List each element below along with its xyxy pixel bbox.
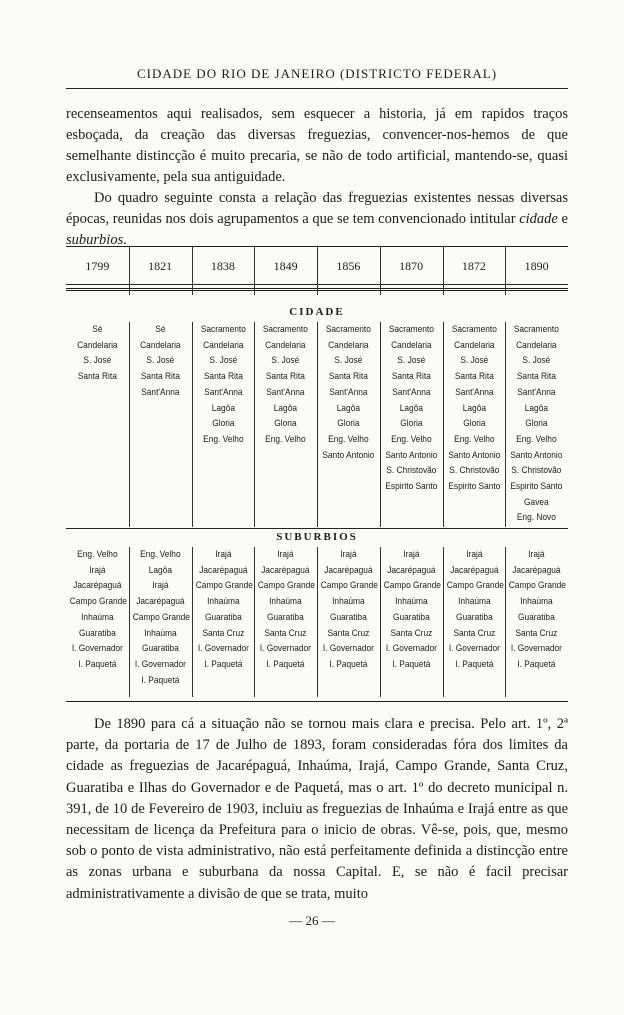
parish-cell: Candelaria <box>516 339 557 351</box>
parish-cell: Candelaria <box>202 339 244 351</box>
parish-cell: Santa Rita <box>517 371 557 383</box>
parish-cell: Eng. Novo <box>517 512 557 524</box>
parish-cell: Santo Antonio <box>385 449 438 461</box>
column-divider <box>254 547 255 697</box>
parish-cell: Gloria <box>462 418 486 430</box>
parish-cell: Guaratiba <box>267 611 304 623</box>
intro-paragraph-1: recenseamentos aqui realisados, sem esquecer a historia, já em rapidos traços esboçada, da creação das diversas freguezias, convencer-nos-hemos de que semelhante distincção é muito precaria, se não de todo artificial, mantendo-se, quasi exclusivamente, pela sua antiguidade. <box>66 106 568 185</box>
parish-cell: Santo Antonio <box>447 449 500 461</box>
suburbios-column <box>505 547 568 673</box>
parish-cell: Lagôa <box>399 402 423 414</box>
parish-cell: Jacarépaguá <box>135 596 185 608</box>
column-divider <box>254 322 255 527</box>
year-header: 1849 <box>273 259 298 273</box>
column-divider <box>317 547 318 697</box>
parish-cell: Irajá <box>465 549 483 560</box>
year-header: 1870 <box>399 259 424 273</box>
parish-cell: Sacramento <box>325 324 371 335</box>
page-number: — 26 — <box>289 913 335 928</box>
parish-cell: S. Christovão <box>448 465 499 477</box>
parish-cell: Sacramento <box>200 324 246 335</box>
table-bottom-rule <box>66 701 568 702</box>
parish-cell: Jacarépaguá <box>73 580 122 592</box>
column-divider <box>505 322 506 527</box>
cidade-column <box>129 322 192 401</box>
parish-cell: Inhaúma <box>520 596 553 608</box>
parish-cell: S. José <box>334 355 363 367</box>
parish-cell: I. Governador <box>322 643 374 655</box>
column-divider <box>192 246 193 295</box>
parish-cell: Santa Rita <box>328 371 368 383</box>
parish-cell: Espirito Santo <box>510 481 563 493</box>
parish-cell: Candelaria <box>139 339 181 351</box>
year-header: 1799 <box>85 259 110 273</box>
freguezias-table <box>66 246 568 706</box>
parish-cell: Santo Antonio <box>510 449 563 461</box>
parish-cell: Santa Rita <box>77 371 117 383</box>
cidade-column <box>66 322 129 385</box>
suburbios-column <box>317 547 380 673</box>
parish-cell: Eng. Velho <box>453 433 495 445</box>
cidade-column <box>380 322 443 495</box>
parish-cell: Jacarépaguá <box>449 564 499 576</box>
column-divider <box>505 547 506 697</box>
parish-cell: Candelaria <box>390 339 432 351</box>
parish-cell: S. José <box>522 355 551 367</box>
parish-cell: Guaratiba <box>79 627 116 639</box>
header-rule <box>66 88 568 89</box>
parish-cell: Jacarépaguá <box>261 564 310 576</box>
parish-cell: Eng. Velho <box>77 549 118 560</box>
parish-cell: I. Governador <box>448 643 500 655</box>
intro-paragraph-2 <box>66 188 568 251</box>
parish-cell: Sé <box>155 324 166 335</box>
parish-cell: Jacarépaguá <box>198 564 248 576</box>
column-divider <box>443 547 444 697</box>
parish-cell: S. José <box>83 355 112 367</box>
parish-cell: Irajá <box>89 564 106 576</box>
parish-cell: Gloria <box>211 418 235 430</box>
parish-cell: Sacramento <box>451 324 497 335</box>
parish-cell: Santo Antonio <box>322 449 375 461</box>
parish-cell: Eng. Velho <box>202 433 244 445</box>
parish-cell: S. José <box>146 355 175 367</box>
parish-cell: Lagôa <box>336 402 360 414</box>
parish-cell: I. Paquetá <box>203 658 242 670</box>
running-header: CIDADE DO RIO DE JANEIRO (DISTRICTO FEDERAL) <box>136 66 498 81</box>
parish-cell: Inhaúma <box>81 611 114 623</box>
parish-cell: S. José <box>271 355 300 367</box>
year-header: 1856 <box>336 259 361 273</box>
parish-cell: I. Paquetá <box>392 658 431 670</box>
parish-cell: Santa Cruz <box>201 627 244 639</box>
parish-cell: Lagôa <box>462 402 486 414</box>
conjunction-e: e <box>557 211 568 227</box>
column-divider <box>443 246 444 295</box>
parish-cell: Campo Grande <box>69 596 127 608</box>
parish-cell: Irajá <box>528 549 545 560</box>
parish-cell: Campo Grande <box>195 580 253 592</box>
parish-cell: I. Paquetá <box>329 658 368 670</box>
parish-cell: Santa Rita <box>140 371 180 383</box>
parish-cell: S. José <box>459 355 488 367</box>
parish-cell: Gavea <box>524 496 549 508</box>
parish-cell: Eng. Velho <box>139 549 181 560</box>
year-header: 1890 <box>524 259 549 273</box>
parish-cell: Sant'Anna <box>203 386 243 398</box>
parish-cell: Jacarépaguá <box>512 564 561 576</box>
parish-cell: Santa Cruz <box>327 627 370 639</box>
column-divider <box>129 547 130 697</box>
parish-cell: Gloria <box>274 418 297 430</box>
parish-cell: I. Paquetá <box>78 658 117 670</box>
parish-cell: Sacramento <box>263 324 309 335</box>
column-divider <box>443 322 444 527</box>
parish-cell: Candelaria <box>328 339 369 351</box>
parish-cell: Campo Grande <box>446 580 504 592</box>
parish-cell: Campo Grande <box>132 611 190 623</box>
parish-cell: Campo Grande <box>383 580 441 592</box>
parish-cell: I. Governador <box>197 643 249 655</box>
parish-cell: Irajá <box>402 549 420 560</box>
parish-cell: I. Paquetá <box>141 674 180 686</box>
parish-cell: Guaratiba <box>455 611 493 623</box>
column-divider <box>192 322 193 527</box>
parish-cell: Candelaria <box>77 339 118 351</box>
closing-paragraph: De 1890 para cá a situação não se tornou mais clara e precisa. Pelo art. 1º, 2ª parte, da portaria de 17 de Julho de 1893, foram consideradas fóra dos limites da cidade as freguezias de Jacarépaguá, Inhaúma, Irajá, Campo Grande, Santa Cruz, Guaratiba e Ilhas do Governador e de Paquetá, mas o art. 1º do decreto municipal n. 391, de 10 de Fevereiro de 1903, incluiu as freguezias de Inhaúma e Irajá entre as que necessitam de licença da Prefeitura para o inicio de obras. Vê-se, pois, que, mesmo sob o ponto de vista administrativo, não está perfeitamente definida a distincção entre as zonas urbana e suburbana da nossa Capital. E, se não é facil precisar administrativamente a divisão de que se trata, muito <box>66 716 568 902</box>
parish-cell: Irajá <box>277 549 294 560</box>
parish-cell: S. Christovão <box>386 465 437 477</box>
column-divider <box>192 547 193 697</box>
parish-cell: Santa Cruz <box>264 627 307 639</box>
suburbios-column <box>254 547 317 673</box>
parish-cell: Sant'Anna <box>266 386 305 398</box>
parish-cell: Espirito Santo <box>447 481 500 493</box>
column-divider <box>380 322 381 527</box>
year-header: 1838 <box>210 259 235 273</box>
intro-paragraph-2-text: Do quadro seguinte consta a relação das freguezias existentes nessas diversas épocas, reunidas nos dois agrupamentos a que se tem convencionado intitular <box>66 190 568 227</box>
parish-cell: Gloria <box>337 418 360 430</box>
parish-cell: Eng. Velho <box>390 433 432 445</box>
parish-cell: Sant'Anna <box>329 386 368 398</box>
column-divider <box>317 322 318 527</box>
year-header: 1821 <box>148 259 173 273</box>
parish-cell: Santa Cruz <box>515 627 558 639</box>
parish-cell: Irajá <box>340 549 357 560</box>
parish-cell: Sacramento <box>388 324 434 335</box>
parish-cell: Santa Rita <box>266 371 306 383</box>
parish-cell: Lagôa <box>211 402 235 414</box>
parish-cell: I. Paquetá <box>517 658 556 670</box>
term-cidade: cidade <box>519 211 558 227</box>
parish-cell: Santa Rita <box>391 371 431 383</box>
parish-cell: Inhaúma <box>457 596 491 608</box>
intro-paragraph-2-end: . <box>123 232 127 248</box>
parish-cell: Jacarépaguá <box>324 564 373 576</box>
parish-cell: Sant'Anna <box>454 386 494 398</box>
parish-cell: Campo Grande <box>320 580 378 592</box>
term-suburbios: suburbios <box>66 232 124 248</box>
parish-cell: Santa Rita <box>203 371 243 383</box>
parish-cell: I. Governador <box>511 643 563 655</box>
parish-cell: Lagôa <box>273 402 298 414</box>
parish-cell: Jacarépaguá <box>386 564 436 576</box>
parish-cell: Eng. Velho <box>328 433 369 445</box>
parish-cell: Guaratiba <box>204 611 242 623</box>
suburbios-top-rule <box>66 528 568 529</box>
column-divider <box>254 246 255 295</box>
parish-cell: Lagôa <box>148 564 172 576</box>
column-divider <box>129 322 130 527</box>
parish-cell: Sacramento <box>514 324 560 335</box>
cidade-column <box>443 322 506 495</box>
parish-cell: S. José <box>397 355 426 367</box>
parish-cell: Sant'Anna <box>140 386 180 398</box>
parish-cell: Eng. Velho <box>516 433 557 445</box>
parish-cell: I. Governador <box>260 643 312 655</box>
parish-cell: Guaratiba <box>518 611 555 623</box>
column-divider <box>380 246 381 295</box>
suburbios-column <box>192 547 255 673</box>
parish-cell: Inhaúma <box>206 596 240 608</box>
section-title-suburbios: SUBURBIOS <box>276 531 358 543</box>
cidade-column <box>254 322 317 448</box>
parish-cell: S. José <box>208 355 237 367</box>
parish-cell: Candelaria <box>453 339 495 351</box>
parish-cell: Sant'Anna <box>391 386 431 398</box>
parish-cell: I. Paquetá <box>454 658 493 670</box>
parish-cell: Gloria <box>525 418 548 430</box>
parish-cell: Inhaúma <box>269 596 302 608</box>
parish-cell: I. Paquetá <box>266 658 305 670</box>
parish-cell: Campo Grande <box>509 580 567 592</box>
parish-cell: Irajá <box>151 580 169 592</box>
parish-cell: Santa Cruz <box>452 627 495 639</box>
parish-cell: Campo Grande <box>258 580 316 592</box>
parish-cell: Inhaúma <box>143 627 177 639</box>
cidade-column <box>505 322 568 526</box>
section-title-cidade: CIDADE <box>289 306 345 318</box>
column-divider <box>380 547 381 697</box>
parish-cell: I. Governador <box>71 643 123 655</box>
parish-cell: Guaratiba <box>330 611 367 623</box>
suburbios-column <box>443 547 506 673</box>
column-divider <box>317 246 318 295</box>
parish-cell: Inhaúma <box>394 596 428 608</box>
cidade-column <box>317 322 380 463</box>
parish-cell: Sé <box>92 324 103 335</box>
cidade-column <box>192 322 255 448</box>
suburbios-column <box>129 547 192 688</box>
parish-cell: I. Governador <box>385 643 437 655</box>
parish-cell: Irajá <box>214 549 232 560</box>
parish-cell: Inhaúma <box>332 596 365 608</box>
suburbios-column <box>380 547 443 673</box>
year-header: 1872 <box>461 259 486 273</box>
column-divider <box>129 246 130 295</box>
suburbios-column <box>66 547 129 673</box>
parish-cell: S. Christovão <box>511 465 562 477</box>
parish-cell: Lagôa <box>524 402 549 414</box>
parish-cell: Guaratiba <box>392 611 430 623</box>
parish-cell: Guaratiba <box>141 643 179 655</box>
parish-cell: Espirito Santo <box>385 481 438 493</box>
parish-cell: Sant'Anna <box>517 386 556 398</box>
parish-cell: Gloria <box>399 418 423 430</box>
parish-cell: Santa Cruz <box>390 627 433 639</box>
parish-cell: Candelaria <box>265 339 306 351</box>
parish-cell: I. Governador <box>134 658 186 670</box>
parish-cell: Santa Rita <box>454 371 494 383</box>
column-divider <box>505 246 506 295</box>
parish-cell: Eng. Velho <box>265 433 306 445</box>
